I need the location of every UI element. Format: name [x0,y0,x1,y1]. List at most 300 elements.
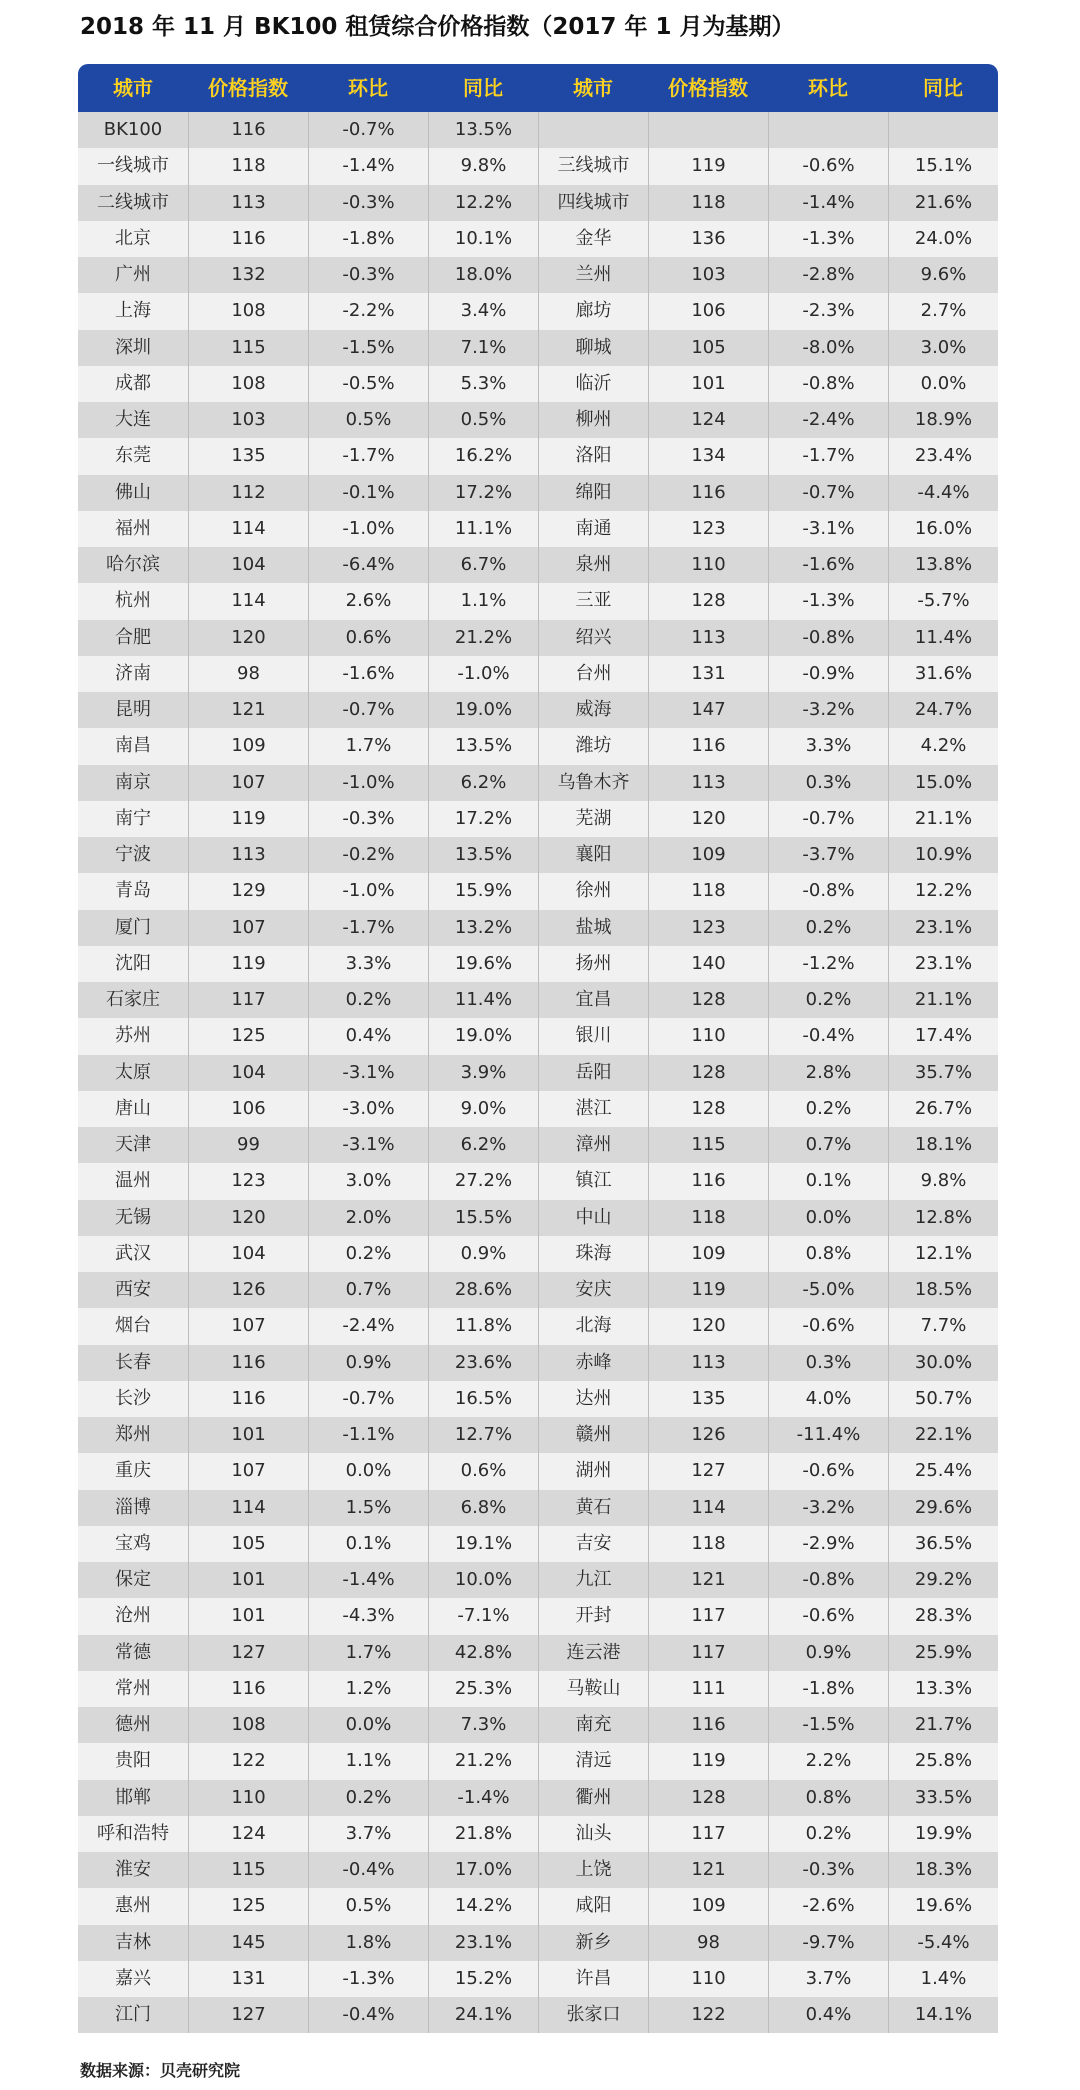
cell-yoy-right: 24.7% [888,692,998,728]
cell-city-right: 四线城市 [538,185,648,221]
cell-city-right: 北海 [538,1308,648,1344]
cell-mom-right: 0.2% [768,982,888,1018]
table-header [78,64,998,112]
cell-yoy-right: -5.7% [888,583,998,619]
cell-city-left: 温州 [115,1170,151,1192]
cell-yoy-left: 25.3% [428,1671,538,1707]
cell-index-left: 116 [188,1345,308,1381]
cell-yoy-right: 25.8% [888,1743,998,1779]
table-row [78,1852,998,1888]
cell-city-right: 廊坊 [538,293,648,329]
cell-city-right: 绍兴 [538,620,648,656]
cell-yoy-left: 27.2% [428,1163,538,1199]
cell-index-right: 127 [648,1453,768,1489]
cell-mom-right: -0.8% [768,620,888,656]
cell-yoy-right: 25.4% [888,1453,998,1489]
cell-city-left: 邯郸 [115,1786,151,1808]
cell-yoy-left: 11.8% [428,1308,538,1344]
cell-city-left: 上海 [115,300,151,322]
cell-yoy-right: 15.1% [888,148,998,184]
cell-index-right: 123 [648,910,768,946]
cell-city-right: 徐州 [538,873,648,909]
cell-yoy-left: 10.1% [428,221,538,257]
cell-yoy-left: 21.8% [428,1816,538,1852]
cell-city-left: 成都 [115,372,151,394]
table-row [78,1888,998,1924]
cell-index-right: 117 [648,1816,768,1852]
cell-index-left: 108 [188,293,308,329]
cell-city-left: 济南 [115,662,151,684]
table-row [78,1308,998,1344]
table-row [78,1816,998,1852]
table-row [78,475,998,511]
cell-city-left: 天津 [115,1134,151,1155]
cell-city-right: 汕头 [538,1816,648,1852]
cell-yoy-left: 1.1% [428,583,538,619]
cell-yoy-right: 22.1% [888,1417,998,1453]
cell-mom-left: 0.9% [308,1345,428,1381]
cell-yoy-right: 12.8% [888,1200,998,1236]
cell-mom-left: -0.3% [308,801,428,837]
cell-city-right: 漳州 [538,1127,648,1163]
cell-index-right: 117 [648,1598,768,1634]
table-row [78,620,998,656]
cell-mom-left: -2.4% [308,1308,428,1344]
cell-mom-right: -0.8% [768,873,888,909]
cell-yoy-left: 13.5% [428,728,538,764]
table-body [78,112,998,2033]
cell-yoy-left: -1.0% [428,656,538,692]
cell-city-right: 潍坊 [538,728,648,764]
cell-city-left: 昆明 [115,699,151,720]
table-row [78,1272,998,1308]
cell-mom-right: 0.3% [768,1345,888,1381]
cell-mom-left: 3.7% [308,1816,428,1852]
cell-mom-left: -0.7% [308,692,428,728]
cell-mom-left: -1.1% [308,1417,428,1453]
cell-city-left: 大连 [115,409,151,430]
cell-city-right: 赤峰 [538,1345,648,1381]
cell-city-left: 厦门 [115,916,151,938]
cell-index-left: 126 [188,1272,308,1308]
table-row [78,1961,998,1997]
cell-yoy-right: 30.0% [888,1345,998,1381]
cell-index-right: 140 [648,946,768,982]
table-row [78,1453,998,1489]
cell-mom-left: 0.7% [308,1272,428,1308]
cell-city-right: 芜湖 [538,801,648,837]
cell-mom-right: 0.7% [768,1127,888,1163]
cell-city-left: 长沙 [115,1387,151,1409]
cell-yoy-left: 13.5% [428,112,538,148]
cell-mom-right: -2.6% [768,1888,888,1924]
cell-city-right: 乌鲁木齐 [538,765,648,801]
cell-city-left: 德州 [115,1714,151,1735]
cell-index-left: 129 [188,873,308,909]
cell-city-left: 江门 [115,2004,151,2025]
cell-city-right: 吉安 [538,1526,648,1562]
cell-mom-left: -3.1% [308,1127,428,1163]
cell-city-left: 深圳 [115,336,151,358]
cell-yoy-right: 2.7% [888,293,998,329]
cell-mom-left: -1.6% [308,656,428,692]
cell-index-left: 115 [188,330,308,366]
cell-city-right: 金华 [538,221,648,257]
cell-yoy-right: 23.4% [888,438,998,474]
cell-mom-right: -1.8% [768,1671,888,1707]
cell-mom-right: -0.7% [768,475,888,511]
table-row [78,438,998,474]
cell-mom-right: -3.1% [768,511,888,547]
cell-mom-left: -0.4% [308,1852,428,1888]
cell-city-left: 烟台 [115,1315,151,1337]
cell-city-right: 衢州 [538,1780,648,1816]
cell-index-right: 106 [648,293,768,329]
cell-yoy-right: 7.7% [888,1308,998,1344]
cell-index-left: 125 [188,1018,308,1054]
cell-index-left: 108 [188,366,308,402]
table-row [78,910,998,946]
cell-mom-left: 3.3% [308,946,428,982]
table-row [78,1345,998,1381]
rent-index-table [78,64,998,2033]
cell-mom-right: 0.9% [768,1635,888,1671]
cell-city-right: 洛阳 [538,438,648,474]
table-row [78,656,998,692]
cell-yoy-left: 0.9% [428,1236,538,1272]
cell-mom-right: 0.0% [768,1200,888,1236]
cell-index-right: 119 [648,1743,768,1779]
cell-index-left: 119 [188,946,308,982]
cell-city-left: 太原 [115,1061,151,1083]
cell-yoy-right: 23.1% [888,946,998,982]
cell-yoy-right: 36.5% [888,1526,998,1562]
cell-index-left: 107 [188,1308,308,1344]
cell-city-right: 黄石 [538,1490,648,1526]
cell-yoy-right: 9.6% [888,257,998,293]
table-row [78,1526,998,1562]
cell-city-left: 沈阳 [115,952,151,974]
cell-city-right: 柳州 [538,402,648,438]
table-row [78,873,998,909]
cell-mom-right: -3.2% [768,692,888,728]
cell-yoy-right: 12.2% [888,873,998,909]
cell-yoy-left: 6.2% [428,765,538,801]
cell-yoy-right: 21.1% [888,801,998,837]
cell-yoy-left: 6.2% [428,1127,538,1163]
cell-yoy-left: 9.0% [428,1091,538,1127]
cell-yoy-left: 0.5% [428,402,538,438]
cell-yoy-left: 23.1% [428,1925,538,1961]
cell-mom-right: 2.8% [768,1055,888,1091]
header-yoy-right: 同比 [923,76,963,100]
cell-city-right: 马鞍山 [538,1671,648,1707]
cell-city-left: 淄博 [115,1496,151,1518]
cell-yoy-left: 6.7% [428,547,538,583]
cell-index-right: 105 [648,330,768,366]
table-row [78,728,998,764]
cell-index-right: 121 [648,1852,768,1888]
cell-mom-right: 0.1% [768,1163,888,1199]
cell-mom-left: 1.7% [308,1635,428,1671]
cell-city-left: 青岛 [115,880,151,902]
table-row [78,112,998,148]
cell-mom-left: -0.7% [308,1381,428,1417]
cell-mom-left: -0.1% [308,475,428,511]
cell-mom-right: -2.4% [768,402,888,438]
cell-yoy-left: 19.0% [428,692,538,728]
cell-mom-left: -3.0% [308,1091,428,1127]
cell-index-right: 109 [648,837,768,873]
cell-yoy-right: 19.9% [888,1816,998,1852]
cell-index-right: 116 [648,1163,768,1199]
cell-mom-left: 0.2% [308,982,428,1018]
cell-yoy-right: 18.5% [888,1272,998,1308]
cell-yoy-left: 15.9% [428,873,538,909]
cell-yoy-right: 31.6% [888,656,998,692]
cell-mom-left: 0.1% [308,1526,428,1562]
cell-yoy-left: 23.6% [428,1345,538,1381]
cell-index-left: 113 [188,185,308,221]
cell-city-right: 许昌 [538,1961,648,1997]
cell-mom-right: 0.2% [768,1816,888,1852]
cell-index-right: 109 [648,1888,768,1924]
cell-yoy-right: 29.2% [888,1562,998,1598]
cell-mom-right: -0.6% [768,148,888,184]
cell-city-right: 襄阳 [538,837,648,873]
cell-mom-left: -1.7% [308,438,428,474]
cell-mom-left: -0.5% [308,366,428,402]
cell-city-left: 惠州 [115,1895,151,1917]
cell-yoy-right: 1.4% [888,1961,998,1997]
cell-index-right: 128 [648,583,768,619]
cell-index-left: 127 [188,1635,308,1671]
cell-yoy-left: 19.1% [428,1526,538,1562]
table-row [78,583,998,619]
cell-index-left: 101 [188,1562,308,1598]
cell-yoy-left: 16.2% [428,438,538,474]
cell-yoy-right: 13.8% [888,547,998,583]
table-row [78,1381,998,1417]
cell-yoy-right: -5.4% [888,1925,998,1961]
cell-mom-right: 0.8% [768,1236,888,1272]
cell-city-right: 兰州 [538,257,648,293]
cell-mom-right: -11.4% [768,1417,888,1453]
cell-index-left: 107 [188,1453,308,1489]
cell-index-left: 104 [188,1236,308,1272]
cell-yoy-left: 14.2% [428,1888,538,1924]
cell-index-left: 115 [188,1852,308,1888]
cell-mom-left: -1.0% [308,511,428,547]
cell-index-right: 126 [648,1417,768,1453]
cell-city-left: 苏州 [115,1025,151,1047]
table-row [78,221,998,257]
table-row [78,330,998,366]
table-row [78,1163,998,1199]
cell-city-left: 二线城市 [97,191,169,213]
cell-mom-left: 1.8% [308,1925,428,1961]
cell-mom-right: -0.6% [768,1453,888,1489]
cell-yoy-left: 19.6% [428,946,538,982]
cell-index-right: 101 [648,366,768,402]
cell-city-left: 合肥 [115,626,151,648]
cell-index-left: 125 [188,1888,308,1924]
cell-index-right: 124 [648,402,768,438]
cell-yoy-left: 0.6% [428,1453,538,1489]
cell-yoy-left: 16.5% [428,1381,538,1417]
cell-mom-left: -6.4% [308,547,428,583]
cell-index-left: 127 [188,1997,308,2033]
cell-mom-right: -8.0% [768,330,888,366]
cell-mom-right: 0.8% [768,1780,888,1816]
cell-mom-right: 4.0% [768,1381,888,1417]
cell-yoy-left: 11.1% [428,511,538,547]
table-row [78,1562,998,1598]
cell-mom-right: 2.2% [768,1743,888,1779]
table-row [78,1780,998,1816]
cell-mom-left: 2.0% [308,1200,428,1236]
cell-city-left: 无锡 [115,1206,151,1228]
cell-mom-left: 0.5% [308,402,428,438]
cell-mom-left: -1.0% [308,765,428,801]
cell-city-right: 三线城市 [538,148,648,184]
header-mom-right: 环比 [808,76,848,100]
cell-city-right: 威海 [538,692,648,728]
cell-index-right: 128 [648,1091,768,1127]
cell-yoy-left: 17.2% [428,801,538,837]
table-row [78,1635,998,1671]
cell-yoy-right [888,112,998,148]
cell-city-right: 南充 [538,1707,648,1743]
cell-yoy-left: 12.2% [428,185,538,221]
table-row [78,1671,998,1707]
header-city-right: 城市 [573,76,613,100]
cell-yoy-right: 17.4% [888,1018,998,1054]
cell-mom-right: -0.9% [768,656,888,692]
table-row [78,1091,998,1127]
cell-index-left: 135 [188,438,308,474]
cell-index-right: 103 [648,257,768,293]
page-title: 2018 年 11 月 BK100 租赁综合价格指数（2017 年 1 月为基期） [80,14,795,40]
cell-city-left: 杭州 [115,590,151,612]
cell-index-left: 107 [188,910,308,946]
cell-city-right: 镇江 [538,1163,648,1199]
cell-index-right: 113 [648,1345,768,1381]
cell-yoy-left: 17.0% [428,1852,538,1888]
cell-city-left: 北京 [115,227,151,249]
cell-city-left: BK100 [103,119,163,140]
cell-city-left: 东莞 [115,445,151,467]
cell-city-left: 沧州 [115,1605,151,1627]
table-row [78,402,998,438]
table-row [78,1997,998,2033]
table-row [78,1925,998,1961]
cell-mom-left: 0.0% [308,1707,428,1743]
cell-index-right: 128 [648,982,768,1018]
cell-city-right: 三亚 [538,583,648,619]
cell-mom-left: -1.3% [308,1961,428,1997]
cell-yoy-right: 14.1% [888,1997,998,2033]
cell-mom-right: -0.8% [768,1562,888,1598]
cell-city-left: 宝鸡 [115,1532,151,1554]
table-row [78,1417,998,1453]
cell-index-right: 118 [648,1526,768,1562]
data-source-note: 数据来源：贝壳研究院 [80,2061,241,2080]
cell-yoy-right: 13.3% [888,1671,998,1707]
cell-mom-right: 0.2% [768,910,888,946]
cell-index-right: 114 [648,1490,768,1526]
cell-mom-right: -0.8% [768,366,888,402]
cell-mom-right: -2.9% [768,1526,888,1562]
cell-city-right: 盐城 [538,910,648,946]
cell-yoy-right: 19.6% [888,1888,998,1924]
cell-index-left: 116 [188,1381,308,1417]
cell-yoy-right: 12.1% [888,1236,998,1272]
cell-yoy-right: 29.6% [888,1490,998,1526]
cell-yoy-left: 17.2% [428,475,538,511]
cell-yoy-right: 18.1% [888,1127,998,1163]
cell-mom-right: 0.4% [768,1997,888,2033]
table-row [78,511,998,547]
cell-city-right: 南通 [538,511,648,547]
cell-yoy-right: -4.4% [888,475,998,511]
cell-mom-left: 0.2% [308,1780,428,1816]
cell-index-right: 111 [648,1671,768,1707]
cell-city-right: 银川 [538,1018,648,1054]
cell-index-right: 136 [648,221,768,257]
cell-yoy-left: 3.4% [428,293,538,329]
cell-city-right: 上饶 [538,1852,648,1888]
cell-index-right: 110 [648,1961,768,1997]
cell-index-left: 120 [188,620,308,656]
cell-city-left: 常德 [115,1641,151,1663]
cell-mom-right: -0.6% [768,1598,888,1634]
cell-mom-left: -3.1% [308,1055,428,1091]
cell-city-left: 武汉 [115,1242,151,1264]
cell-city-left: 郑州 [115,1424,151,1445]
cell-index-left: 124 [188,1816,308,1852]
cell-city-right: 湛江 [538,1091,648,1127]
cell-yoy-left: 10.0% [428,1562,538,1598]
cell-city-right: 聊城 [538,330,648,366]
cell-index-left: 101 [188,1417,308,1453]
cell-index-right: 113 [648,765,768,801]
cell-yoy-right: 16.0% [888,511,998,547]
cell-city-right: 绵阳 [538,475,648,511]
cell-mom-right: -9.7% [768,1925,888,1961]
cell-city-left: 吉林 [115,1931,151,1953]
cell-index-left: 120 [188,1200,308,1236]
table-row [78,801,998,837]
cell-mom-right: -1.5% [768,1707,888,1743]
cell-index-right: 116 [648,728,768,764]
cell-index-right: 147 [648,692,768,728]
cell-yoy-left: 24.1% [428,1997,538,2033]
cell-city-left: 重庆 [115,1460,151,1482]
cell-yoy-left: 13.2% [428,910,538,946]
cell-index-right: 118 [648,873,768,909]
cell-city-left: 西安 [115,1279,151,1300]
cell-yoy-right: 4.2% [888,728,998,764]
cell-index-right [648,112,768,148]
cell-city-right: 珠海 [538,1236,648,1272]
cell-city-right: 咸阳 [538,1888,648,1924]
cell-mom-right: -1.3% [768,583,888,619]
cell-city-right: 清远 [538,1743,648,1779]
cell-mom-right: -0.4% [768,1018,888,1054]
cell-city-left: 广州 [115,264,151,285]
cell-yoy-left: 7.3% [428,1707,538,1743]
